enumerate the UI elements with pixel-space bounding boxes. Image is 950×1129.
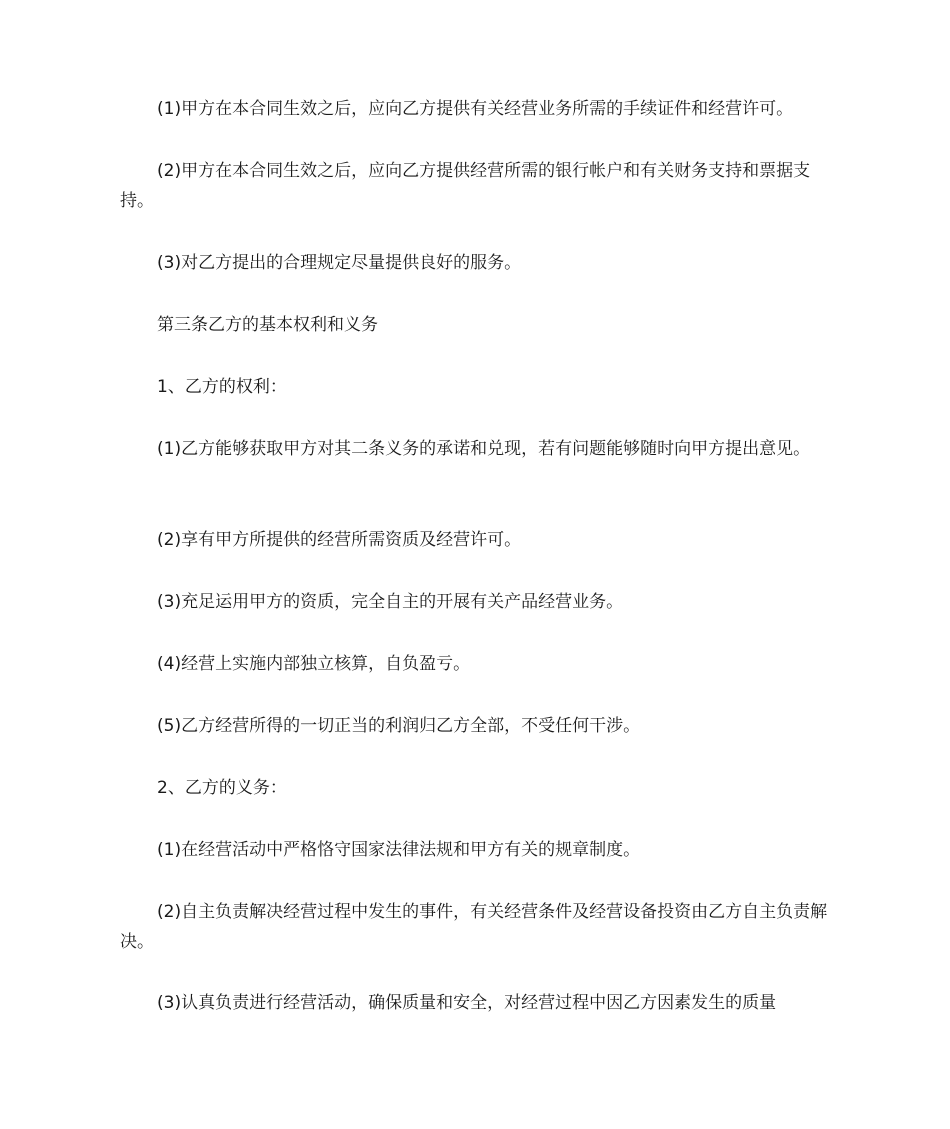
section-heading-article-3: 第三条乙方的基本权利和义务: [157, 315, 378, 335]
paragraph-rights-2: (2)享有甲方所提供的经营所需资质及经营许可。: [157, 530, 522, 550]
paragraph-rights-1: (1)乙方能够获取甲方对其二条义务的承诺和兑现，若有问题能够随时向甲方提出意见。: [157, 439, 811, 459]
paragraph-rights-3: (3)充足运用甲方的资质，完全自主的开展有关产品经营业务。: [157, 592, 624, 612]
paragraph-rights-5: (5)乙方经营所得的一切正当的利润归乙方全部，不受任何干涉。: [157, 716, 641, 736]
paragraph-duties-3: (3)认真负责进行经营活动，确保质量和安全，对经营过程中因乙方因素发生的质量: [157, 993, 777, 1013]
subheading-duties: 2、乙方的义务：: [157, 778, 287, 798]
subheading-rights: 1、乙方的权利：: [157, 377, 287, 397]
paragraph-duties-2: (2)自主负责解决经营过程中发生的事件，有关经营条件及经营设备投资由乙方自主负责解决。: [120, 902, 828, 952]
paragraph-2: (2)甲方在本合同生效之后，应向乙方提供经营所需的银行帐户和有关财务支持和票据支持。: [120, 161, 811, 211]
paragraph-1: (1)甲方在本合同生效之后，应向乙方提供有关经营业务所需的手续证件和经营许可。: [157, 99, 794, 119]
paragraph-rights-4: (4)经营上实施内部独立核算，自负盈亏。: [157, 654, 471, 674]
paragraph-duties-1: (1)在经营活动中严格恪守国家法律法规和甲方有关的规章制度。: [157, 840, 641, 860]
paragraph-3: (3)对乙方提出的合理规定尽量提供良好的服务。: [157, 253, 522, 273]
